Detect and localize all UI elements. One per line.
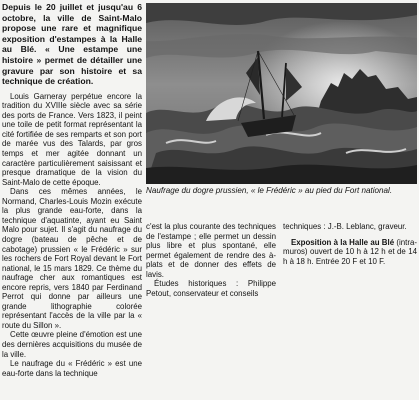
photo-caption: Naufrage du dogre prussien, « le Frédéric » au pied du Fort national. (146, 186, 393, 195)
exhibition-hours: (intra-muros) ouvert de 10 h à 12 h et de 14 h à 18 h. Entrée 20 F et 10 F. (283, 237, 417, 266)
shipwreck-engraving-photo (146, 3, 417, 184)
body-paragraph: Dans ces mêmes années, le Normand, Charles-Louis Mozin exécute la plus grande eau-forte, dans la technique d'aquatinte, ayant eu Saint Malo pour sujet. Il s'agit du naufrage du dogre (bateau de pêche et de cabotage) prussien « le Frédéric » sur les rochers de Fort Royal devant le Fort national, le 15 mars 1829. Ce thème du naufrage cher aux romantiques est encore repris, vers 1840 par Ferdinand Perrot qui donne par ailleurs une grande lithographie colorée représentant l'accès de la ville par la « route du Sillon ». (2, 187, 142, 330)
body-paragraph: Louis Garneray perpétue encore la tradition du XVIIIe siècle avec sa série des ports de France. Vers 1823, il peint une toile de petit format représentant la cité fortifiée de ses remparts et son port de marée vus des Talards, par gros temps et mer agitée donnant un caractère particulièrement saisissant et presque dramatique de la vision du Saint-Malo de cette époque. (2, 91, 142, 187)
right-column (283, 222, 417, 266)
left-column (2, 0, 142, 378)
article-body-left (2, 92, 142, 378)
body-paragraph: c'est la plus courante des techniques de l'estampe ; elle permet un dessin plus libre et plus spontané, elle permet également de rendre des à-plats et de donner des effets de lavis. (146, 222, 276, 279)
exhibition-info (283, 238, 417, 267)
middle-column (146, 222, 276, 298)
credits-paragraph: Études historiques : Philippe Petout, conservateur et conseils (146, 279, 276, 298)
exhibition-title: Exposition à la Halle au Blé (291, 237, 395, 247)
body-paragraph: Le naufrage du « Frédéric » est une eau-forte dans la technique (2, 359, 142, 378)
credits-continuation: techniques : J.-B. Leblanc, graveur. (283, 222, 407, 231)
lead-paragraph: Depuis le 20 juillet et jusqu'au 6 octobre, la ville de Saint-Malo propose une rare et magnifique exposition d'estampes à la Halle au Blé. « Une estampe une histoire » permet de détailler une gravure par son histoire et sa technique de création. (2, 2, 142, 87)
body-paragraph: Cette œuvre pleine d'émotion est une des dernières acquisitions du musée de la ville. (2, 330, 142, 359)
